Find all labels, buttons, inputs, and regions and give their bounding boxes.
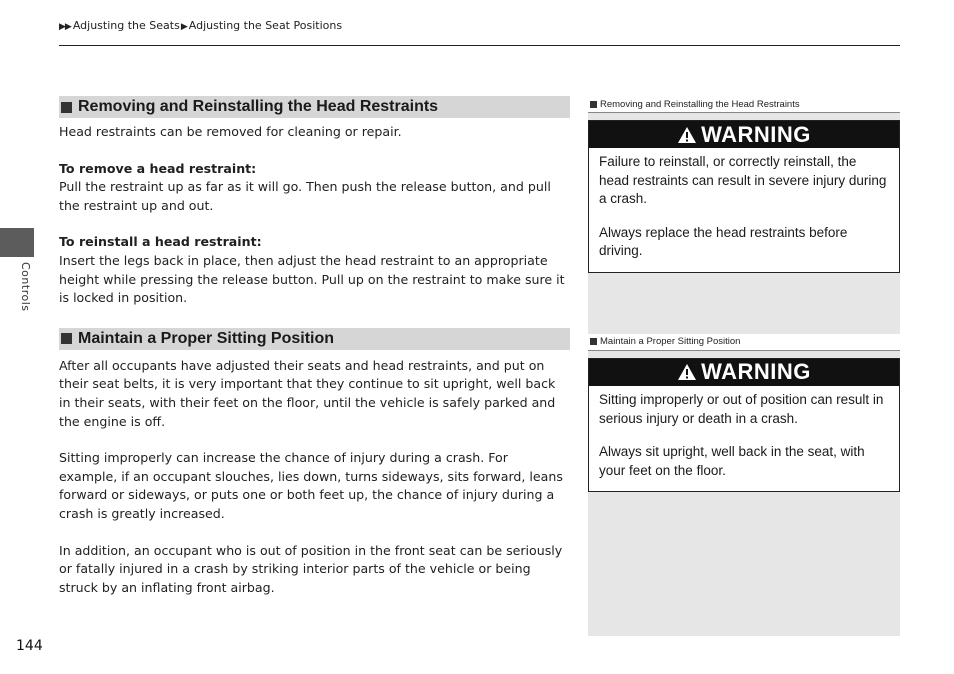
breadcrumb [59,19,342,32]
section-square-icon [61,333,72,344]
note-label[interactable] [588,334,900,351]
sidebar-notes [588,96,900,636]
section-heading-text: Maintain a Proper Sitting Position [78,329,335,347]
header-divider [59,45,900,46]
warning-box [588,120,900,273]
note-label-text: Removing and Reinstalling the Head Restraints [600,98,800,110]
note-label[interactable] [588,96,900,113]
breadcrumb-item[interactable]: Adjusting the Seat Positions [188,19,343,32]
section-square-icon [61,102,72,113]
chapter-tab-label: Controls [19,262,32,312]
subheading: To reinstall a head restraint: [59,234,262,250]
paragraph: After all occupants have adjusted their seats and head restraints, and put on their seat belts, it is very important that they continue to sit upright, well back in their seats, with their feet on the floor, until the vehicle is safely parked and the engine is off. [59,357,556,429]
section-heading [59,96,570,118]
page-number: 144 [16,638,43,654]
warning-text: Sitting improperly or out of position can result in serious injury or death in a crash. [599,391,884,426]
breadcrumb-arrow-icon: ▶ [180,22,188,32]
note-marker-icon [590,101,597,108]
section-heading [59,328,570,350]
chapter-tab-marker [0,228,34,257]
breadcrumb-arrow-icon: ▶▶ [59,22,71,32]
warning-text: Always sit upright, well back in the seat, with your feet on the floor. [599,444,865,478]
warning-box [588,358,900,492]
breadcrumb-item[interactable]: Adjusting the Seats [72,19,180,32]
subheading: To remove a head restraint: [59,160,257,176]
warning-title: WARNING [701,359,811,385]
note-label-text: Maintain a Proper Sitting Position [600,336,741,348]
warning-header [589,359,899,386]
section-heading-text: Removing and Reinstalling the Head Restraints [78,98,439,115]
warning-text: Always replace the head restraints before driving. [599,224,848,259]
paragraph: Head restraints can be removed for cleaning or repair. [59,124,402,139]
note-marker-icon [590,338,597,345]
warning-title: WARNING [701,121,811,147]
paragraph: Insert the legs back in place, then adjust the head restraint to an appropriate height while pressing the release button. Pull up on the restraint to make sure it is locked in position. [59,252,565,306]
paragraph: Pull the restraint up as far as it will go. Then push the release button, and pull the restraint up and out. [59,179,551,213]
paragraph: In addition, an occupant who is out of position in the front seat can be seriously or fatally injured in a crash by striking interior parts of the vehicle or being struck by an inflating front airbag. [59,542,563,595]
main-content [59,96,570,597]
warning-header [589,121,899,148]
paragraph: Sitting improperly can increase the chance of injury during a crash. For example, if an occupant slouches, lies down, turns sideways, sits forward, leans forward or sideways, or puts one or both feet up, the chance of injury during a crash is greatly increased. [59,450,563,521]
warning-triangle-icon [677,363,697,381]
warning-triangle-icon [677,126,697,144]
warning-text: Failure to reinstall, or correctly reinstall, the head restraints can result in severe injury during a crash. [599,154,887,207]
